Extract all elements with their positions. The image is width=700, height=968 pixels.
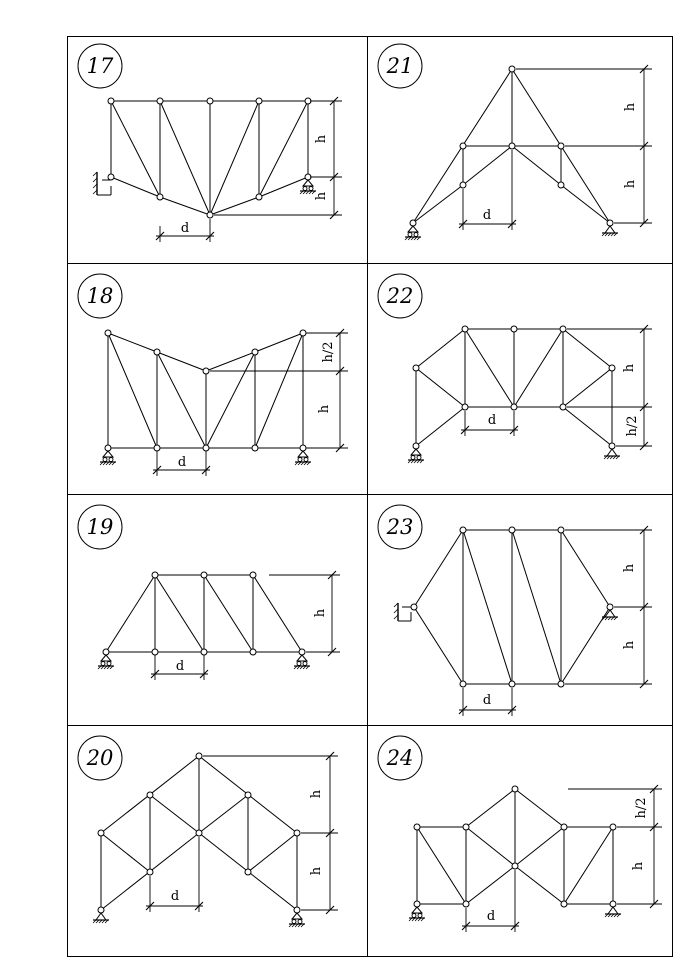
h-label-upper: h bbox=[314, 134, 329, 144]
h-half-label: h/2 bbox=[321, 341, 336, 363]
pin-support bbox=[605, 907, 621, 917]
truss-panel-22 bbox=[378, 274, 652, 463]
pin-support bbox=[93, 913, 109, 923]
truss-panel-23 bbox=[378, 505, 652, 716]
d-label: d bbox=[482, 208, 492, 223]
d-label: d bbox=[170, 889, 180, 904]
h-label: h bbox=[317, 404, 332, 414]
h-label-upper: h bbox=[623, 102, 638, 112]
h-label-upper: h bbox=[622, 563, 637, 573]
truss-members bbox=[414, 530, 610, 684]
truss-panel-21 bbox=[378, 44, 652, 240]
pin-support bbox=[604, 449, 620, 459]
sheet-grid bbox=[67, 36, 673, 957]
d-label: d bbox=[177, 455, 187, 470]
d-label: d bbox=[487, 413, 497, 428]
panel-number: 24 bbox=[386, 746, 414, 770]
roller-support bbox=[294, 655, 310, 669]
h-label-lower: h bbox=[314, 191, 329, 201]
roller-support bbox=[408, 449, 424, 463]
truss-panel-17 bbox=[78, 44, 342, 242]
h-label: h bbox=[631, 861, 646, 871]
roller-support bbox=[289, 913, 305, 927]
truss-panel-18 bbox=[78, 274, 348, 476]
roller-support bbox=[100, 451, 116, 465]
d-label: d bbox=[175, 659, 185, 674]
h-half-label: h/2 bbox=[625, 415, 640, 437]
h-half-label: h/2 bbox=[634, 797, 649, 819]
d-label: d bbox=[486, 909, 496, 924]
d-label: d bbox=[180, 221, 190, 236]
pin-support bbox=[602, 226, 618, 236]
truss-members bbox=[106, 575, 302, 652]
panel-number: 22 bbox=[386, 284, 414, 308]
panel-number: 19 bbox=[86, 515, 114, 539]
h-label-lower: h bbox=[623, 179, 638, 189]
truss-panel-20 bbox=[78, 736, 338, 927]
truss-panel-24 bbox=[378, 736, 662, 932]
truss-members bbox=[111, 101, 308, 215]
truss-members bbox=[108, 333, 303, 448]
panel-number: 20 bbox=[86, 746, 114, 770]
panel-number: 17 bbox=[86, 54, 114, 78]
roller-support bbox=[409, 907, 425, 921]
truss-panel-19 bbox=[78, 505, 340, 680]
roller-support bbox=[98, 655, 114, 669]
panel-number: 21 bbox=[386, 54, 414, 78]
h-label: h bbox=[313, 608, 328, 618]
h-label-lower: h bbox=[309, 866, 324, 876]
h-label-upper: h bbox=[309, 789, 324, 799]
dimension-lines bbox=[459, 65, 652, 230]
roller-support bbox=[295, 451, 311, 465]
panel-number: 23 bbox=[386, 515, 414, 539]
roller-support bbox=[405, 226, 421, 240]
h-label-lower: h bbox=[622, 640, 637, 650]
dimension-lines bbox=[459, 526, 652, 716]
d-label: d bbox=[482, 693, 492, 708]
dimension-lines bbox=[461, 325, 652, 450]
panel-number: 18 bbox=[86, 284, 114, 308]
wall-support-left bbox=[394, 603, 411, 621]
h-label: h bbox=[622, 363, 637, 373]
